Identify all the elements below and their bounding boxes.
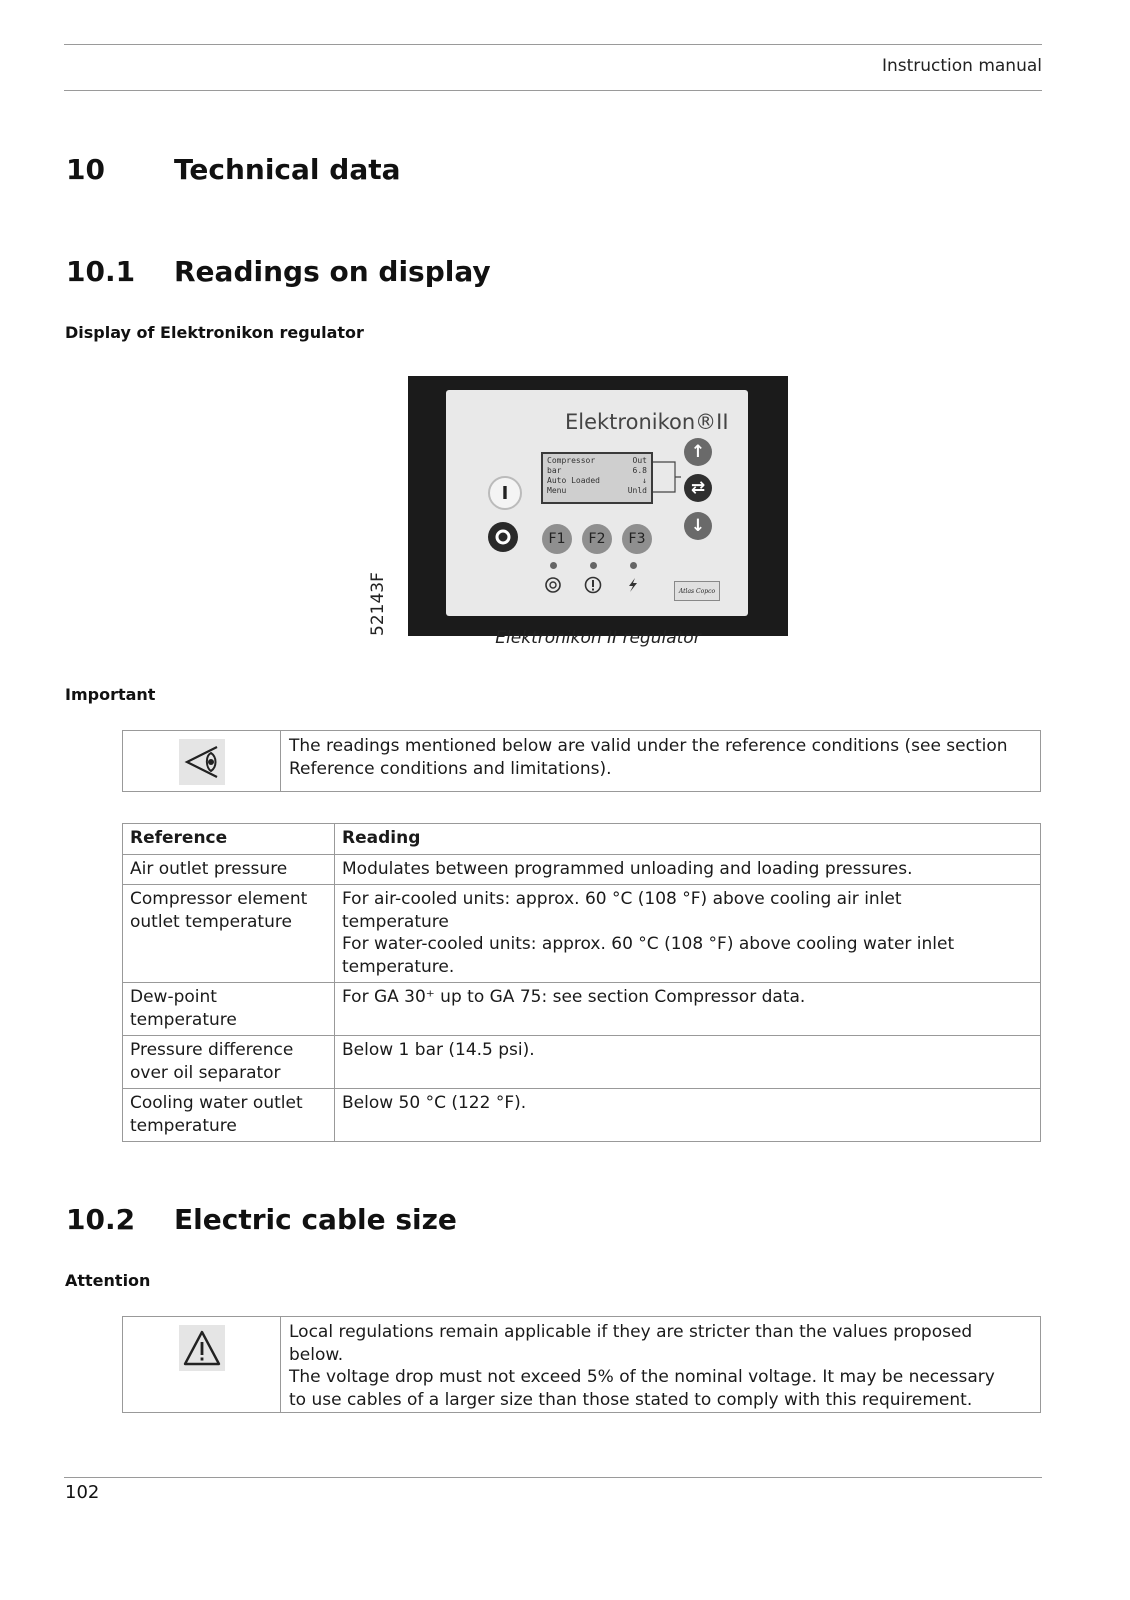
- figure-caption: Elektronikon II regulator: [495, 628, 701, 648]
- regulator-panel: [446, 390, 748, 616]
- note-line: The readings mentioned below are valid under the reference conditions (see section: [289, 736, 1008, 756]
- attention-note-box: [122, 1316, 1041, 1413]
- down-arrow-key: ↓: [684, 512, 712, 540]
- general-alarm-icon: [582, 574, 604, 596]
- important-note-text: [281, 731, 1016, 791]
- reading-cell: For air-cooled units: approx. 60 °C (108 °F) above cooling air inlet temperature For water-cooled units: approx. 60 °C (108 °F) above cooling water inlet temperature.: [335, 885, 1041, 983]
- section-number: 10: [66, 153, 105, 186]
- table-header-row: [123, 824, 1041, 855]
- page-number: 102: [65, 1482, 100, 1503]
- reading-cell: For GA 30⁺ up to GA 75: see section Compressor data.: [335, 983, 1041, 1036]
- lcd-display: [541, 452, 653, 504]
- stop-icon: [494, 528, 512, 546]
- figure-code: 52143F: [368, 572, 388, 636]
- reference-cell: Compressor element outlet temperature: [123, 885, 335, 983]
- important-label: Important: [65, 685, 156, 704]
- table-row: [123, 854, 1041, 885]
- section-number: 10.1: [66, 255, 136, 288]
- status-led: [590, 562, 597, 569]
- start-button: I: [488, 476, 522, 510]
- reference-cell: Pressure difference over oil separator: [123, 1036, 335, 1089]
- section-10-2-heading: [66, 1203, 457, 1236]
- section-10-1-heading: [66, 255, 491, 288]
- eye-warning-icon: [179, 739, 225, 785]
- automatic-operation-icon: [542, 574, 564, 596]
- display-subheading: Display of Elektronikon regulator: [65, 323, 364, 342]
- regulator-photo: [408, 376, 788, 636]
- note-line: to use cables of a larger size than those stated to comply with this requirement.: [289, 1389, 973, 1410]
- running-title: Instruction manual: [881, 56, 1042, 76]
- table-row: [123, 1089, 1041, 1142]
- lcd-line: Compressor Out: [547, 456, 647, 465]
- reference-cell: Cooling water outlet temperature: [123, 1089, 335, 1142]
- voltage-on-icon: [622, 574, 644, 596]
- section-title: Readings on display: [174, 255, 491, 288]
- reference-cell: Air outlet pressure: [123, 854, 335, 885]
- reading-cell: Below 1 bar (14.5 psi).: [335, 1036, 1041, 1089]
- footer-rule: [64, 1477, 1042, 1478]
- readings-table: [122, 823, 1041, 1142]
- column-header-reference: Reference: [123, 824, 335, 855]
- f3-key: F3: [622, 524, 652, 554]
- table-row: [123, 983, 1041, 1036]
- lcd-line: Menu Unld: [547, 486, 647, 495]
- important-note-box: [122, 730, 1041, 792]
- brand-label: Elektronikon®II: [565, 410, 729, 434]
- f1-key: F1: [542, 524, 572, 554]
- note-line: Local regulations remain applicable if they are stricter than the values proposed: [289, 1322, 973, 1342]
- warning-triangle-icon: [179, 1325, 225, 1371]
- status-led: [630, 562, 637, 569]
- reading-cell: Below 50 °C (122 °F).: [335, 1089, 1041, 1142]
- bracket-lines: [653, 450, 683, 510]
- note-line: below.: [289, 1344, 344, 1365]
- header-top-rule: [64, 44, 1042, 45]
- attention-note-text: [281, 1317, 1003, 1412]
- up-arrow-key: ↑: [684, 438, 712, 466]
- section-title: Technical data: [174, 153, 401, 186]
- section-title: Electric cable size: [174, 1203, 457, 1236]
- status-led: [550, 562, 557, 569]
- note-line: The voltage drop must not exceed 5% of the nominal voltage. It may be necessary: [289, 1367, 995, 1387]
- attention-label: Attention: [65, 1271, 151, 1290]
- lcd-line: Auto Loaded ↓: [547, 476, 647, 485]
- reference-cell: Dew-point temperature: [123, 983, 335, 1036]
- table-row: [123, 1036, 1041, 1089]
- note-icon-cell: [123, 1317, 281, 1412]
- table-row: [123, 885, 1041, 983]
- atlas-copco-logo: Atlas Copco: [674, 581, 720, 601]
- section-10-heading: [66, 153, 401, 186]
- lcd-line: bar 6.8: [547, 466, 647, 475]
- header-bottom-rule: [64, 90, 1042, 91]
- note-icon-cell: [123, 731, 281, 791]
- stop-button: [488, 522, 518, 552]
- f2-key: F2: [582, 524, 612, 554]
- reading-cell: Modulates between programmed unloading and loading pressures.: [335, 854, 1041, 885]
- column-header-reading: Reading: [335, 824, 1041, 855]
- section-number: 10.2: [66, 1203, 136, 1236]
- note-line: Reference conditions and limitations).: [289, 758, 612, 779]
- tab-arrow-key: ⇄: [684, 474, 712, 502]
